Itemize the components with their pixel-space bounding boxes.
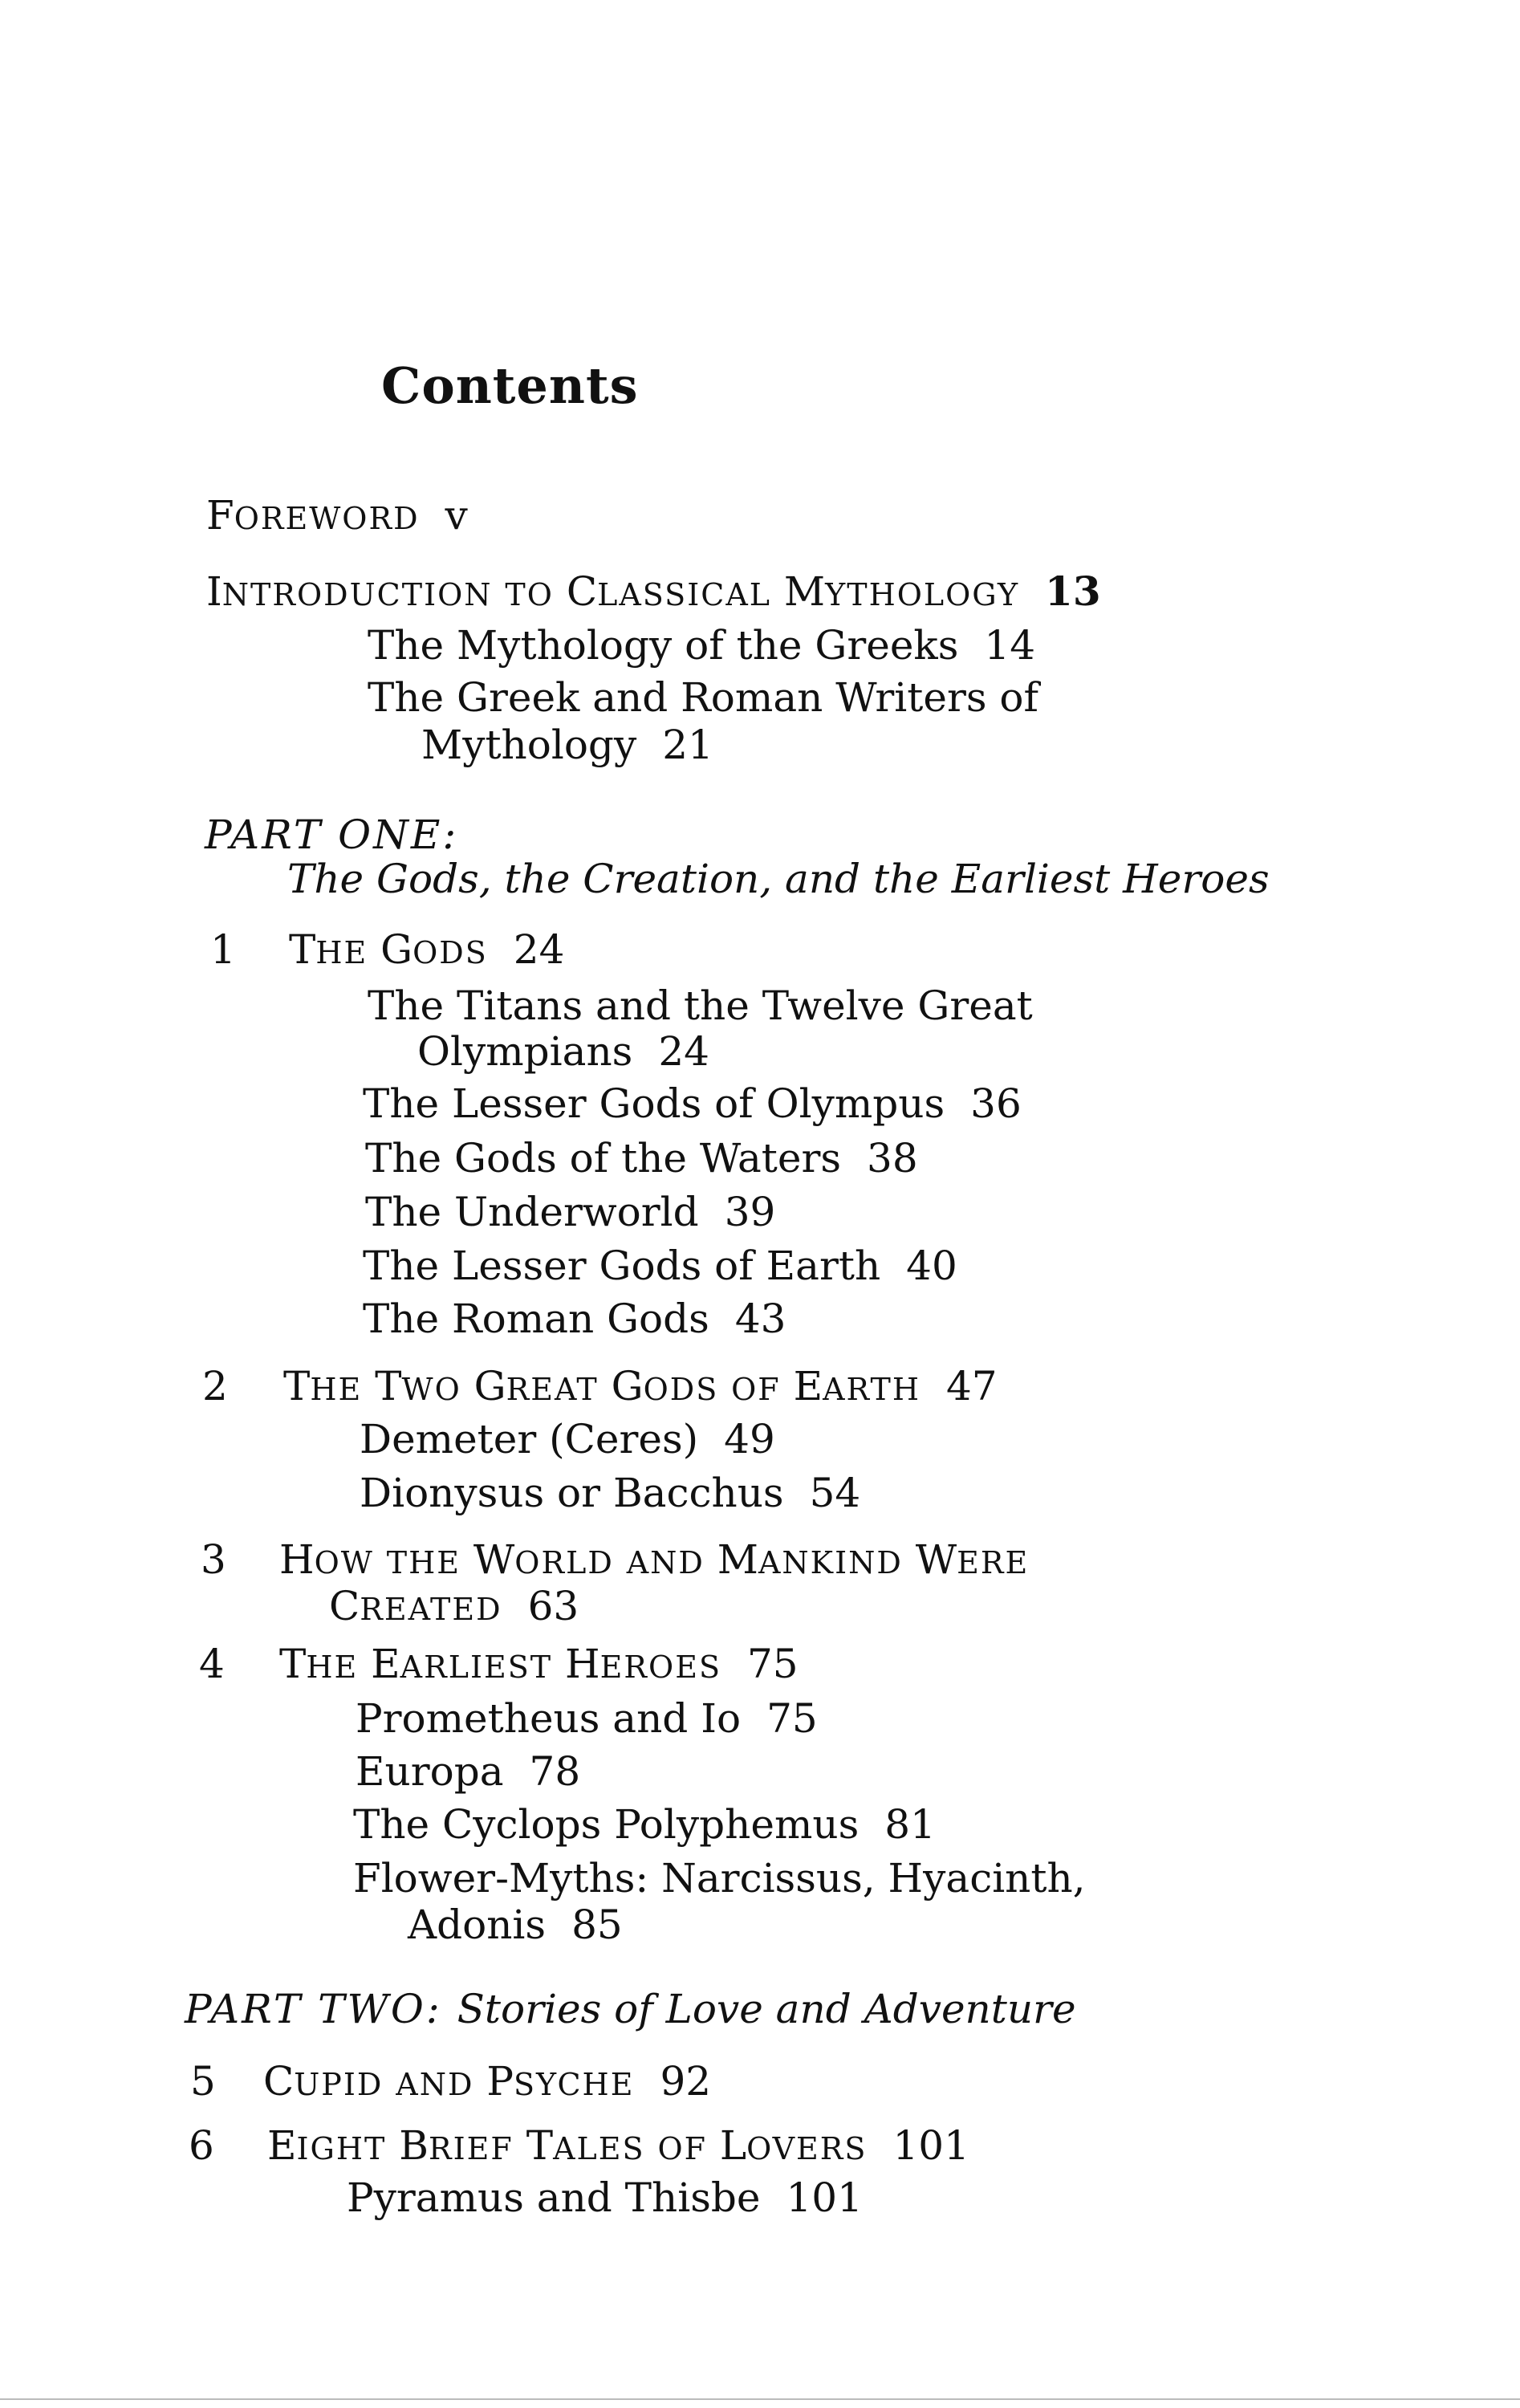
page-number: 14: [984, 622, 1036, 669]
subentry-title: Dionysus or Bacchus: [360, 1470, 784, 1516]
part-subtitle: The Gods, the Creation, and the Earliest Heroes: [287, 856, 1270, 902]
page-number: 78: [529, 1748, 581, 1795]
page-number: 39: [724, 1189, 776, 1235]
page-number: 75: [766, 1695, 818, 1742]
chapter-number: 5: [190, 2058, 216, 2105]
chapter-title: HOW THE WORLD AND MANKIND WERE: [279, 1536, 1030, 1583]
subentry-title: The Titans and the Twelve Great: [368, 982, 1033, 1029]
subentry-title: The Roman Gods: [363, 1296, 709, 1342]
toc-chapter-4[interactable]: [279, 1641, 799, 1687]
entry-title: INTRODUCTION TO CLASSICAL MYTHOLOGY: [206, 568, 1020, 615]
toc-subentry[interactable]: [368, 622, 1036, 669]
part-heading: [185, 1986, 1076, 2032]
entry-title: FOREWORD: [206, 492, 420, 539]
chapter-number: 1: [210, 926, 236, 973]
page-number: 47: [945, 1363, 998, 1409]
subentry-title: Olympians: [417, 1028, 633, 1075]
subentry-title: Adonis: [408, 1902, 547, 1948]
page-number: 101: [786, 2174, 863, 2221]
subentry-title: The Lesser Gods of Olympus: [363, 1080, 945, 1127]
subentry-title: Flower-Myths: Narcissus, Hyacinth,: [353, 1855, 1086, 1902]
subentry-title: The Underworld: [365, 1189, 699, 1235]
subentry-title: Europa: [356, 1748, 504, 1795]
toc-subentry[interactable]: [356, 1748, 581, 1795]
chapter-title: THE GODS: [289, 926, 488, 973]
chapter-title: THE EARLIEST HEROES: [279, 1641, 721, 1687]
page-number: 43: [734, 1296, 786, 1342]
page-number: 63: [527, 1583, 579, 1629]
page-title: Contents: [381, 356, 639, 415]
page-number: 54: [809, 1470, 861, 1516]
toc-subentry[interactable]: [360, 1416, 775, 1462]
toc-chapter-6[interactable]: [267, 2122, 969, 2169]
toc-subentry-continued[interactable]: [421, 722, 713, 768]
page-number: 24: [658, 1028, 709, 1075]
page-number: 38: [867, 1135, 918, 1182]
chapter-number: 6: [189, 2122, 214, 2169]
toc-subentry[interactable]: [353, 1855, 1086, 1902]
toc-subentry[interactable]: [363, 1080, 1022, 1127]
toc-entry-introduction[interactable]: [206, 567, 1101, 615]
toc-chapter-3-continued[interactable]: [329, 1583, 579, 1629]
toc-chapter-5[interactable]: [263, 2058, 712, 2105]
subentry-title: Demeter (Ceres): [360, 1416, 699, 1462]
toc-subentry[interactable]: [363, 1296, 786, 1342]
chapter-title: CREATED: [329, 1583, 502, 1629]
page-number: 36: [970, 1080, 1022, 1127]
chapter-title: THE TWO GREAT GODS OF EARTH: [283, 1363, 921, 1409]
subentry-title: The Lesser Gods of Earth: [363, 1243, 881, 1289]
chapter-number: 3: [201, 1536, 226, 1583]
page-number: 13: [1045, 567, 1101, 615]
toc-subentry[interactable]: [356, 1695, 818, 1742]
toc-subentry[interactable]: [363, 1243, 957, 1289]
page-number: 92: [660, 2058, 712, 2105]
toc-subentry-continued[interactable]: [417, 1028, 709, 1075]
chapter-title: CUPID AND PSYCHE: [263, 2058, 635, 2105]
page-number: 49: [724, 1416, 775, 1462]
page-number: 85: [571, 1902, 623, 1948]
subentry-title: Prometheus and Io: [356, 1695, 742, 1742]
page-number: v: [445, 492, 468, 539]
toc-subentry-continued[interactable]: [408, 1902, 623, 1948]
toc-subentry[interactable]: [368, 982, 1033, 1029]
subentry-title: The Cyclops Polyphemus: [353, 1801, 860, 1848]
part-heading-label: PART TWO:: [185, 1986, 442, 2032]
page-number: 21: [662, 722, 713, 768]
chapter-number: 4: [199, 1641, 225, 1687]
part-heading: PART ONE:: [205, 811, 459, 858]
toc-subentry[interactable]: [365, 1135, 918, 1182]
toc-subentry[interactable]: [360, 1470, 861, 1516]
toc-entry-foreword[interactable]: [206, 492, 468, 539]
chapter-title: EIGHT BRIEF TALES OF LOVERS: [267, 2122, 868, 2169]
toc-chapter-1[interactable]: [289, 926, 565, 973]
subentry-title: The Mythology of the Greeks: [368, 622, 959, 669]
toc-chapter-3[interactable]: [279, 1536, 1030, 1583]
subentry-title: Pyramus and Thisbe: [347, 2174, 761, 2221]
subentry-title: The Gods of the Waters: [365, 1135, 842, 1182]
page-number: 101: [892, 2122, 969, 2169]
subentry-title: Mythology: [421, 722, 637, 768]
toc-subentry[interactable]: [368, 674, 1039, 721]
page-edge-line: [0, 2398, 1520, 2400]
toc-subentry[interactable]: [353, 1801, 936, 1848]
page-number: 40: [906, 1243, 957, 1289]
subentry-title: The Greek and Roman Writers of: [368, 674, 1039, 721]
toc-chapter-2[interactable]: [283, 1363, 998, 1409]
chapter-number: 2: [202, 1363, 228, 1409]
toc-subentry[interactable]: [365, 1189, 776, 1235]
part-subtitle: Stories of Love and Adventure: [457, 1986, 1076, 2032]
toc-subentry[interactable]: [347, 2174, 863, 2221]
page-number: 81: [884, 1801, 936, 1848]
page-number: 75: [746, 1641, 799, 1687]
page-number: 24: [513, 926, 565, 973]
